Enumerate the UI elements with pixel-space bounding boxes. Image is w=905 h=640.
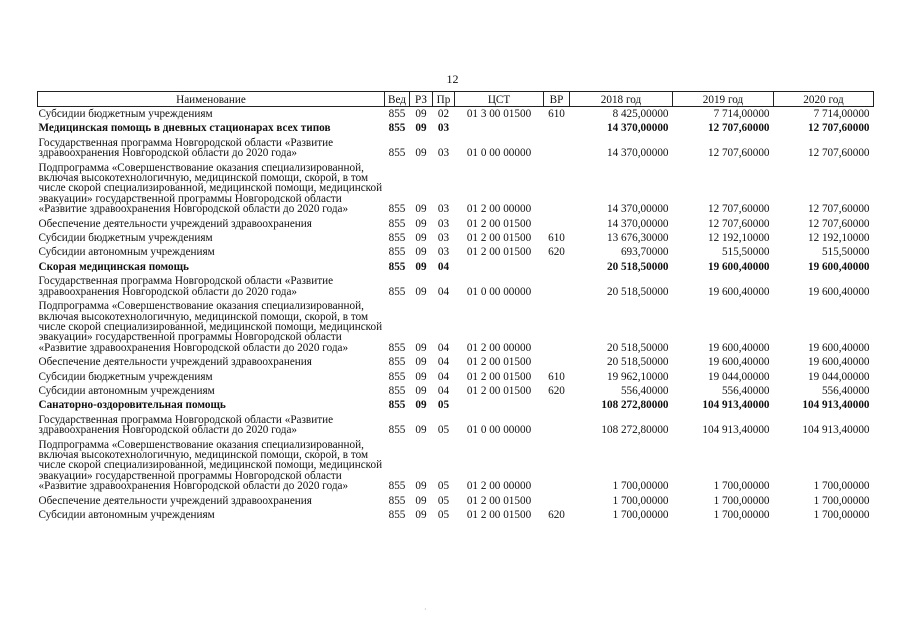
cell-y2020: 556,40000 [821,384,870,397]
table-row [38,299,874,355]
cell-vr [544,299,570,355]
header-vr: ВР [544,92,570,107]
cell-name: Подпрограмма «Совершенствование оказания специализированной, включая высокотехнологичную, медицинской помощи, скорой, в том числе скорой специализированной, медицинской помощи, медицинской эвакуации» государственной программы Новгородской области «Развитие здравоохранения Новгородской области до 2020 года» [38,161,383,216]
cell-cst: 01 2 00 00000 [466,341,532,354]
header-2020: 2020 год [774,92,874,107]
scan-mark: · [424,605,427,614]
cell-y2019: 12 192,10000 [707,232,770,245]
cell-vr: 610 [548,370,565,383]
cell-y2019: 7 714,00000 [713,108,770,120]
cell-y2020: 1 700,00000 [813,494,870,507]
cell-y2018: 1 700,00000 [612,509,669,521]
cell-vr: 620 [548,384,565,397]
header-name: Наименование [38,92,385,107]
cell-pr: 04 [437,384,450,397]
cell-ved: 855 [388,147,406,160]
cell-vr [544,413,570,438]
cell-pr: 03 [437,217,450,230]
table-row [38,370,874,384]
cell-rz: 09 [415,108,427,120]
cell-vr [544,494,570,508]
cell-y2020: 104 913,40000 [802,399,870,412]
cell-name: Субсидии бюджетным учреждениям [38,232,213,245]
cell-pr: 03 [437,147,450,160]
cell-y2020: 12 707,60000 [807,217,870,230]
cell-rz: 09 [415,399,427,412]
cell-cst: 01 3 00 01500 [466,108,532,120]
cell-rz: 09 [415,147,427,160]
cell-cst: 01 0 00 00000 [466,285,532,298]
table-row [38,231,874,245]
table-header [38,92,874,107]
cell-y2019: 556,40000 [721,384,770,397]
cell-vr [544,136,570,161]
cell-ved: 855 [388,341,406,354]
cell-rz: 09 [415,509,427,521]
cell-y2019: 19 044,00000 [707,370,770,383]
cell-name: Санаторно-оздоровительная помощь [38,399,226,412]
cell-cst: 01 2 00 01500 [466,246,532,259]
budget-table [37,91,874,522]
cell-y2018: 556,40000 [620,384,669,397]
cell-pr: 04 [437,260,450,273]
cell-ved: 855 [388,509,406,521]
cell-vr [544,161,570,217]
table-row [38,161,874,217]
cell-pr: 03 [437,232,450,245]
cell-y2019: 19 600,40000 [707,341,770,354]
cell-cst: 01 2 00 00000 [466,203,532,216]
cell-pr: 05 [437,494,450,507]
table-row [38,245,874,259]
cell-pr: 04 [437,341,450,354]
cell-rz: 09 [415,424,427,437]
table-row [38,494,874,508]
cell-y2019: 19 600,40000 [707,285,770,298]
cell-y2020: 12 707,60000 [807,122,870,135]
cell-y2018: 20 518,50000 [606,341,669,354]
cell-cst [455,121,544,135]
cell-y2020: 7 714,00000 [813,108,870,120]
cell-name: Обеспечение деятельности учреждений здравоохранения [38,494,312,507]
cell-y2018: 13 676,30000 [606,232,669,245]
cell-cst [455,398,544,412]
table-row [38,274,874,299]
header-2019: 2019 год [673,92,774,107]
cell-ved: 855 [388,203,406,216]
cell-rz: 09 [415,217,427,230]
cell-ved: 855 [388,217,406,230]
cell-name: Скорая медицинская помощь [38,260,189,273]
cell-name: Субсидии автономным учреждениям [38,384,215,397]
cell-name: Подпрограмма «Совершенствование оказания специализированной, включая высокотехнологичную, медицинской помощи, скорой, в том числе скорой специализированной, медицинской помощи, медицинской эвакуации» государственной программы Новгородской области «Развитие здравоохранения Новгородской области до 2020 года» [38,300,383,354]
cell-vr [544,355,570,369]
cell-cst [455,260,544,274]
cell-y2018: 20 518,50000 [606,285,669,298]
page-number: 12 [446,72,459,86]
cell-name: Субсидии автономным учреждениям [38,246,215,259]
cell-rz: 09 [415,341,427,354]
cell-ved: 855 [388,246,406,259]
cell-cst: 01 2 00 01500 [466,217,532,230]
cell-y2018: 14 370,00000 [606,217,669,230]
cell-name: Обеспечение деятельности учреждений здравоохранения [38,356,312,369]
table-row [38,508,874,522]
cell-y2019: 12 707,60000 [707,203,770,216]
cell-y2019: 1 700,00000 [713,509,770,521]
cell-cst: 01 2 00 01500 [466,509,532,521]
cell-pr: 05 [437,424,450,437]
cell-y2020: 19 600,40000 [807,260,870,273]
cell-rz: 09 [415,260,427,273]
cell-y2020: 1 700,00000 [813,480,870,493]
header-2018: 2018 год [570,92,673,107]
cell-y2020: 19 044,00000 [807,370,870,383]
cell-pr: 05 [437,399,450,412]
cell-rz: 09 [415,480,427,493]
cell-vr [544,398,570,412]
cell-pr: 03 [437,246,450,259]
cell-vr [544,217,570,231]
cell-y2019: 12 707,60000 [707,122,770,135]
cell-pr: 05 [437,480,450,493]
cell-rz: 09 [415,246,427,259]
cell-cst: 01 2 00 01500 [466,356,532,369]
cell-cst: 01 2 00 01500 [466,370,532,383]
cell-vr [544,260,570,274]
cell-name: Субсидии бюджетным учреждениям [38,108,213,120]
table-row [38,384,874,398]
cell-name: Государственная программа Новгородской области «Развитие здравоохранения Новгородской области до 2020 года» [38,275,334,298]
cell-name: Обеспечение деятельности учреждений здравоохранения [38,217,312,230]
cell-vr: 610 [548,108,565,120]
cell-ved: 855 [388,232,406,245]
table-row [38,398,874,412]
cell-ved: 855 [388,285,406,298]
cell-ved: 855 [388,356,406,369]
cell-name: Государственная программа Новгородской области «Развитие здравоохранения Новгородской области до 2020 года» [38,413,334,437]
cell-rz: 09 [415,232,427,245]
header-ved: Вед [385,92,410,107]
cell-cst: 01 2 00 01500 [466,384,532,397]
table-row [38,413,874,438]
cell-pr: 04 [437,370,450,383]
cell-y2018: 14 370,00000 [606,203,669,216]
cell-y2019: 19 600,40000 [707,260,770,273]
cell-rz: 09 [415,356,427,369]
cell-ved: 855 [388,370,406,383]
cell-pr: 04 [437,285,450,298]
cell-y2018: 8 425,00000 [612,108,669,120]
cell-ved: 855 [388,108,406,120]
cell-y2020: 12 707,60000 [807,147,870,160]
cell-name: Субсидии автономным учреждениям [38,509,215,521]
cell-pr: 03 [437,122,450,135]
cell-y2018: 20 518,50000 [606,356,669,369]
table-body [38,107,874,523]
cell-name: Субсидии бюджетным учреждениям [38,370,213,383]
cell-y2019: 1 700,00000 [713,480,770,493]
cell-y2018: 14 370,00000 [606,147,669,160]
cell-cst: 01 2 00 01500 [466,494,532,507]
cell-y2018: 20 518,50000 [606,260,669,273]
cell-vr [544,121,570,135]
cell-y2019: 19 600,40000 [707,356,770,369]
cell-y2020: 515,50000 [821,246,870,259]
cell-cst: 01 2 00 01500 [466,232,532,245]
header-rz: РЗ [410,92,433,107]
cell-vr: 620 [548,246,565,259]
cell-y2019: 104 913,40000 [702,424,770,437]
table-row [38,136,874,161]
cell-y2020: 12 192,10000 [807,232,870,245]
cell-y2020: 19 600,40000 [807,356,870,369]
cell-y2018: 1 700,00000 [612,494,669,507]
cell-y2018: 14 370,00000 [606,122,669,135]
cell-y2018: 1 700,00000 [612,480,669,493]
cell-ved: 855 [388,399,406,412]
cell-rz: 09 [415,370,427,383]
cell-y2019: 104 913,40000 [702,399,770,412]
cell-rz: 09 [415,384,427,397]
header-pr: Пр [433,92,455,107]
cell-rz: 09 [415,203,427,216]
cell-y2019: 12 707,60000 [707,217,770,230]
cell-y2019: 1 700,00000 [713,494,770,507]
header-cst: ЦСТ [455,92,544,107]
cell-y2020: 19 600,40000 [807,285,870,298]
cell-vr: 610 [548,232,565,245]
table-row [38,217,874,231]
cell-y2018: 108 272,80000 [601,424,669,437]
cell-pr: 02 [437,108,450,120]
cell-ved: 855 [388,260,406,273]
cell-y2018: 108 272,80000 [601,399,669,412]
cell-y2020: 19 600,40000 [807,341,870,354]
cell-ved: 855 [388,424,406,437]
cell-vr [544,274,570,299]
cell-y2020: 1 700,00000 [813,509,870,521]
cell-pr: 05 [437,509,450,521]
cell-rz: 09 [415,285,427,298]
cell-y2019: 12 707,60000 [707,147,770,160]
cell-name: Подпрограмма «Совершенствование оказания специализированной, включая высокотехнологичную, медицинской помощи, скорой, в том числе скорой специализированной, медицинской помощи, медицинской эвакуации» государственной программы Новгородской области «Развитие здравоохранения Новгородской области до 2020 года» [38,438,383,493]
cell-cst: 01 0 00 00000 [466,147,532,160]
cell-y2020: 12 707,60000 [807,203,870,216]
cell-vr: 620 [548,509,565,521]
table-row [38,121,874,135]
cell-pr: 04 [437,356,450,369]
cell-ved: 855 [388,384,406,397]
cell-cst: 01 2 00 00000 [466,480,532,493]
cell-rz: 09 [415,494,427,507]
cell-y2020: 104 913,40000 [802,424,870,437]
cell-y2018: 19 962,10000 [606,370,669,383]
cell-y2018: 693,70000 [620,246,669,259]
cell-rz: 09 [415,122,427,135]
table-row [38,355,874,369]
cell-pr: 03 [437,203,450,216]
cell-name: Государственная программа Новгородской области «Развитие здравоохранения Новгородской области до 2020 года» [38,136,334,160]
table-row [38,107,874,122]
cell-ved: 855 [388,494,406,507]
cell-ved: 855 [388,122,406,135]
cell-vr [544,438,570,494]
cell-cst: 01 0 00 00000 [466,424,532,437]
table-row [38,438,874,494]
cell-name: Медицинская помощь в дневных стационарах всех типов [38,122,331,135]
cell-y2019: 515,50000 [721,246,770,259]
cell-ved: 855 [388,480,406,493]
table-row [38,260,874,274]
